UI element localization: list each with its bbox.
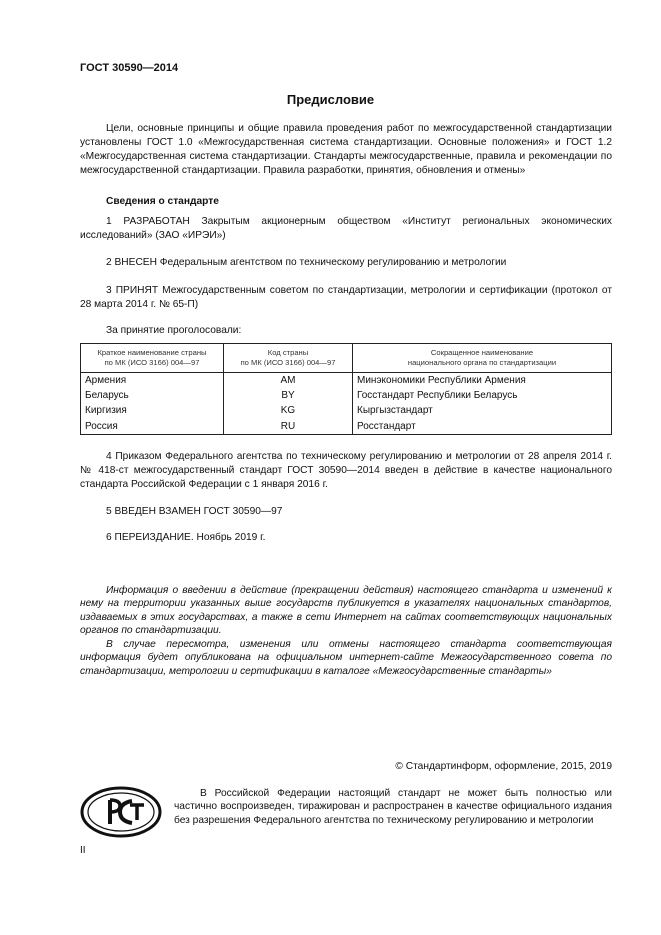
agency-cell: Кыргызстандарт xyxy=(353,403,612,418)
item-6-reissue: 6 ПЕРЕИЗДАНИЕ. Ноябрь 2019 г. xyxy=(106,532,266,543)
rst-certification-mark-icon xyxy=(80,786,162,838)
document-code: ГОСТ 30590—2014 xyxy=(80,62,179,74)
col-header-country: Краткое наименование страны по МК (ИСО 3166) 004—97 xyxy=(81,344,224,373)
agency-cell: Минэкономики Республики Армения xyxy=(353,373,612,389)
item-4-order: 4 Приказом Федерального агентства по техническому регулированию и метрологии от 28 апреля 2014 г. № 418-ст межгосударственный стандарт ГОСТ 30590—2014 введен в действие в качестве национального стандарта Российской Федерации с 1 января 2016 г. xyxy=(80,451,612,490)
code-cell: KG xyxy=(224,403,353,418)
voted-label: За принятие проголосовали: xyxy=(106,325,242,336)
code-cell: BY xyxy=(224,388,353,403)
col-header-agency: Сокращенное наименование национального органа по стандартизации xyxy=(353,344,612,373)
reproduction-notice: В Российской Федерации настоящий стандарт не может быть полностью или частично воспроизведен, тиражирован и распространен в качестве официального издания без разрешения Федерального агентства по техническому регулированию и метрологии xyxy=(174,788,612,826)
item-2-introduced: 2 ВНЕСЕН Федеральным агентством по техническому регулированию и метрологии xyxy=(106,257,507,268)
table-row xyxy=(81,373,612,389)
item-1-developed: 1 РАЗРАБОТАН Закрытым акционерным обществом «Институт региональных экономических исследований» (ЗАО «ИРЭИ») xyxy=(80,216,612,241)
code-cell: RU xyxy=(224,419,353,435)
info-italic-paragraph-1: Информация о введении в действие (прекращении действия) настоящего стандарта и изменений к нему на территории указанных выше государств публикуется в указателях национальных стандартов, издаваемых в этих государствах, а также в сети Интернет на сайтах соответствующих национальных органов по стандартизации. xyxy=(80,585,612,637)
country-cell: Беларусь xyxy=(81,388,224,403)
page-number: II xyxy=(80,845,86,856)
table-header-row xyxy=(81,344,612,373)
table-row xyxy=(81,388,612,403)
item-5-replaces: 5 ВВЕДЕН ВЗАМЕН ГОСТ 30590—97 xyxy=(106,506,283,517)
intro-paragraph: Цели, основные принципы и общие правила проведения работ по межгосударственной стандартизации установлены ГОСТ 1.0 «Межгосударственная система стандартизации. Основные положения» и ГОСТ 1.2 «Межгосударственная система стандартизации. Стандарты межгосударственные, правила и рекомендации по межгосударственной стандартизации. Правила разработки, принятия, обновления и отмены» xyxy=(80,123,612,176)
table-row xyxy=(81,403,612,418)
item-3-adopted: 3 ПРИНЯТ Межгосударственным советом по стандартизации, метрологии и сертификации (протокол от 28 марта 2014 г. № 65-П) xyxy=(80,285,612,310)
info-heading: Сведения о стандарте xyxy=(106,196,219,207)
country-cell: Россия xyxy=(81,419,224,435)
code-cell: AM xyxy=(224,373,353,389)
table-row xyxy=(81,419,612,435)
country-cell: Армения xyxy=(81,373,224,389)
col-header-code: Код страны по МК (ИСО 3166) 004—97 xyxy=(224,344,353,373)
copyright-line: © Стандартинформ, оформление, 2015, 2019 xyxy=(395,761,612,772)
agency-cell: Росстандарт xyxy=(353,419,612,435)
info-italic-paragraph-2: В случае пересмотра, изменения или отмены настоящего стандарта соответствующая информация будет опубликована на официальном интернет-сайте Межгосударственного совета по стандартизации, метрологии и сертификации в каталоге «Межгосударственные стандарты» xyxy=(80,639,612,677)
country-cell: Киргизия xyxy=(81,403,224,418)
agency-cell: Госстандарт Республики Беларусь xyxy=(353,388,612,403)
page-title: Предисловие xyxy=(286,92,375,107)
member-states-table xyxy=(80,343,612,435)
